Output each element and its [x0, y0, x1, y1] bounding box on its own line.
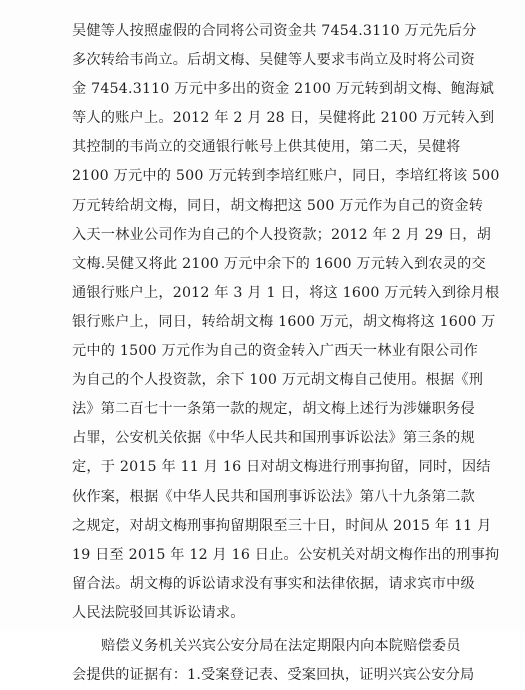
- text-line-18: 之规定，对胡文梅刑事拘留期限至三十日，时间从 2015 年 11 月: [72, 517, 492, 534]
- text-line-7: 万元转给胡文梅，同日，胡文梅把这 500 万元作为自己的资金转: [72, 197, 484, 214]
- text-line-13: 为自己的个人投资款，余下 100 万元胡文梅自己使用。根据《刑: [72, 372, 484, 389]
- text-line-3: 金 7454.3110 万元中多出的资金 2100 万元转到胡文梅、鲍海斌: [72, 81, 495, 98]
- text-line-12: 元中的 1500 万元作为自己的资金转入广西天一林业有限公司作: [72, 343, 479, 360]
- body-text: [72, 17, 514, 690]
- text-line-19: 19 日至 2015 年 12 月 16 日止。公安机关对胡文梅作出的刑事拘: [72, 546, 500, 563]
- text-line-9: 文梅.吴健又将此 2100 万元中余下的 1600 万元转入到农灵的交: [72, 255, 486, 272]
- text-line-17: 伙作案，根据《中华人民共和国刑事诉讼法》第八十九条第二款: [72, 488, 475, 505]
- text-line-8: 入天一林业公司作为自己的个人投资款；2012 年 2 月 29 日，胡: [72, 226, 492, 243]
- text-line-11: 银行账户上，同日，转给胡文梅 1600 万元，胡文梅将这 1600 万: [72, 313, 496, 330]
- text-line-15: 占罪，公安机关依据《中华人民共和国刑事诉讼法》第三条的规: [72, 430, 475, 447]
- text-line-4: 等人的账户上。2012 年 2 月 28 日，吴健将此 2100 万元转入到: [72, 110, 495, 127]
- text-line-6: 2100 万元中的 500 万元转到李培红账户，同日，李培红将该 500: [72, 168, 500, 185]
- text-line-20: 留合法。胡文梅的诉讼请求没有事实和法律依据，请求宾市中级: [72, 575, 475, 592]
- text-line-1: 吴健等人按照虚假的合同将公司资金共 7454.3110 万元先后分: [72, 23, 477, 39]
- text-line-2: 多次转给韦尚立。后胡文梅、吴健等人要求韦尚立及时将公司资: [72, 52, 475, 69]
- paragraph2-line-1: 赔偿义务机关兴宾公安分局在法定期限内向本院赔偿委员: [101, 637, 461, 654]
- paragraph2-line-2: 会提供的证据有：1.受案登记表、受案回执，证明兴宾公安分局: [72, 667, 475, 684]
- text-line-21: 人民法院驳回其诉讼请求。: [72, 604, 245, 621]
- text-line-5: 其控制的韦尚立的交通银行帐号上供其使用，第二天，吴健将: [72, 139, 461, 156]
- text-line-10: 通银行账户上，2012 年 3 月 1 日，将这 1600 万元转入到徐月根: [72, 284, 500, 301]
- text-line-14: 法》第二百七十一条第一款的规定，胡文梅上述行为涉嫌职务侵: [72, 401, 475, 418]
- text-line-16: 定，于 2015 年 11 月 16 日对胡文梅进行刑事拘留，同时，因结: [72, 459, 491, 476]
